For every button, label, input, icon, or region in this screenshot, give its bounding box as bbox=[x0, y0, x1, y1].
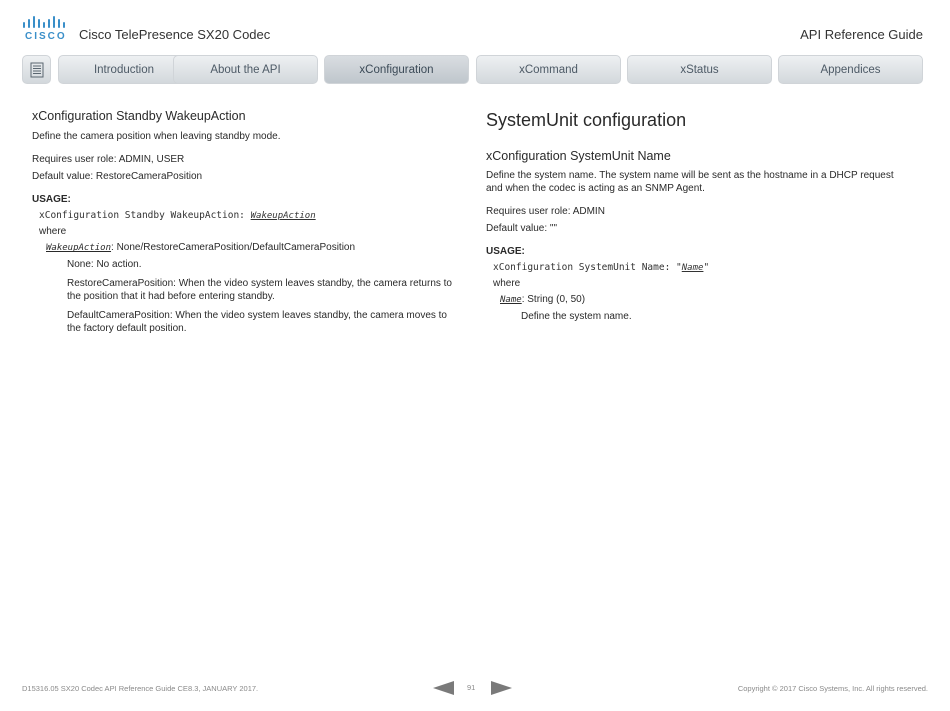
standby-wakeupaction-section bbox=[32, 109, 452, 335]
usage-label: USAGE: bbox=[486, 246, 525, 258]
document-reference: D15316.05 SX20 Codec API Reference Guide CE8.3, JANUARY 2017. bbox=[22, 684, 259, 693]
page-navigation bbox=[433, 681, 513, 695]
usage-command bbox=[32, 210, 452, 222]
page-number: 91 bbox=[467, 683, 476, 692]
setting-description: Define the system name. The system name will be sent as the hostname in a DHCP request and when the codec is acting as an SNMP Agent. bbox=[486, 170, 894, 194]
usage-command-text: xConfiguration SystemUnit Name: " bbox=[493, 261, 682, 273]
parameter-definition bbox=[32, 242, 452, 255]
document-list-icon bbox=[30, 62, 44, 78]
tab-about-the-api[interactable]: About the API bbox=[173, 55, 318, 84]
setting-title: xConfiguration Standby WakeupAction bbox=[32, 109, 246, 123]
usage-parameter: Name bbox=[681, 262, 704, 273]
cisco-logo-text: CISCO bbox=[25, 31, 67, 42]
tab-appendices[interactable]: Appendices bbox=[778, 55, 923, 84]
tab-xconfiguration[interactable]: xConfiguration bbox=[324, 55, 469, 84]
parameter-description: Define the system name. bbox=[521, 310, 632, 322]
where-label: where bbox=[39, 225, 67, 237]
default-value: Default value: RestoreCameraPosition bbox=[32, 170, 203, 182]
tab-introduction[interactable]: Introduction bbox=[58, 55, 190, 84]
where-label: where bbox=[493, 277, 521, 289]
guide-title: API Reference Guide bbox=[800, 27, 923, 42]
usage-command-end: " bbox=[703, 261, 710, 273]
setting-description: Define the camera position when leaving standby mode. bbox=[32, 130, 281, 142]
default-value: Default value: "" bbox=[486, 222, 558, 234]
copyright-notice: Copyright © 2017 Cisco Systems, Inc. All rights reserved. bbox=[737, 684, 928, 693]
systemunit-configuration-section bbox=[486, 109, 906, 323]
usage-parameter: WakeupAction bbox=[250, 210, 316, 221]
usage-command-text: xConfiguration Standby WakeupAction: bbox=[39, 209, 251, 221]
usage-command bbox=[486, 262, 906, 274]
product-title: Cisco TelePresence SX20 Codec bbox=[79, 27, 271, 42]
parameter-name: Name bbox=[500, 295, 522, 306]
usage-label: USAGE: bbox=[32, 194, 71, 206]
parameter-values: : None/RestoreCameraPosition/DefaultCameraPosition bbox=[111, 242, 356, 254]
option-restore-camera-position: RestoreCameraPosition: When the video system leaves standby, the camera returns to the position that it had before entering standby. bbox=[67, 278, 452, 302]
top-navigation bbox=[22, 55, 923, 84]
required-role: Requires user role: ADMIN bbox=[486, 206, 605, 218]
parameter-definition bbox=[486, 294, 906, 307]
tab-xcommand[interactable]: xCommand bbox=[476, 55, 621, 84]
parameter-values: : String (0, 50) bbox=[521, 294, 586, 306]
required-role: Requires user role: ADMIN, USER bbox=[32, 154, 185, 166]
table-of-contents-button[interactable] bbox=[22, 55, 51, 84]
tab-xstatus[interactable]: xStatus bbox=[627, 55, 772, 84]
section-heading: SystemUnit configuration bbox=[486, 110, 687, 130]
parameter-name: WakeupAction bbox=[46, 243, 112, 254]
setting-title: xConfiguration SystemUnit Name bbox=[486, 148, 671, 163]
next-page-arrow-icon[interactable] bbox=[491, 681, 512, 700]
previous-page-arrow-icon[interactable] bbox=[433, 681, 454, 700]
option-none: None: No action. bbox=[67, 258, 142, 270]
option-default-camera-position: DefaultCameraPosition: When the video system leaves standby, the camera moves to the factory default position. bbox=[67, 310, 447, 334]
